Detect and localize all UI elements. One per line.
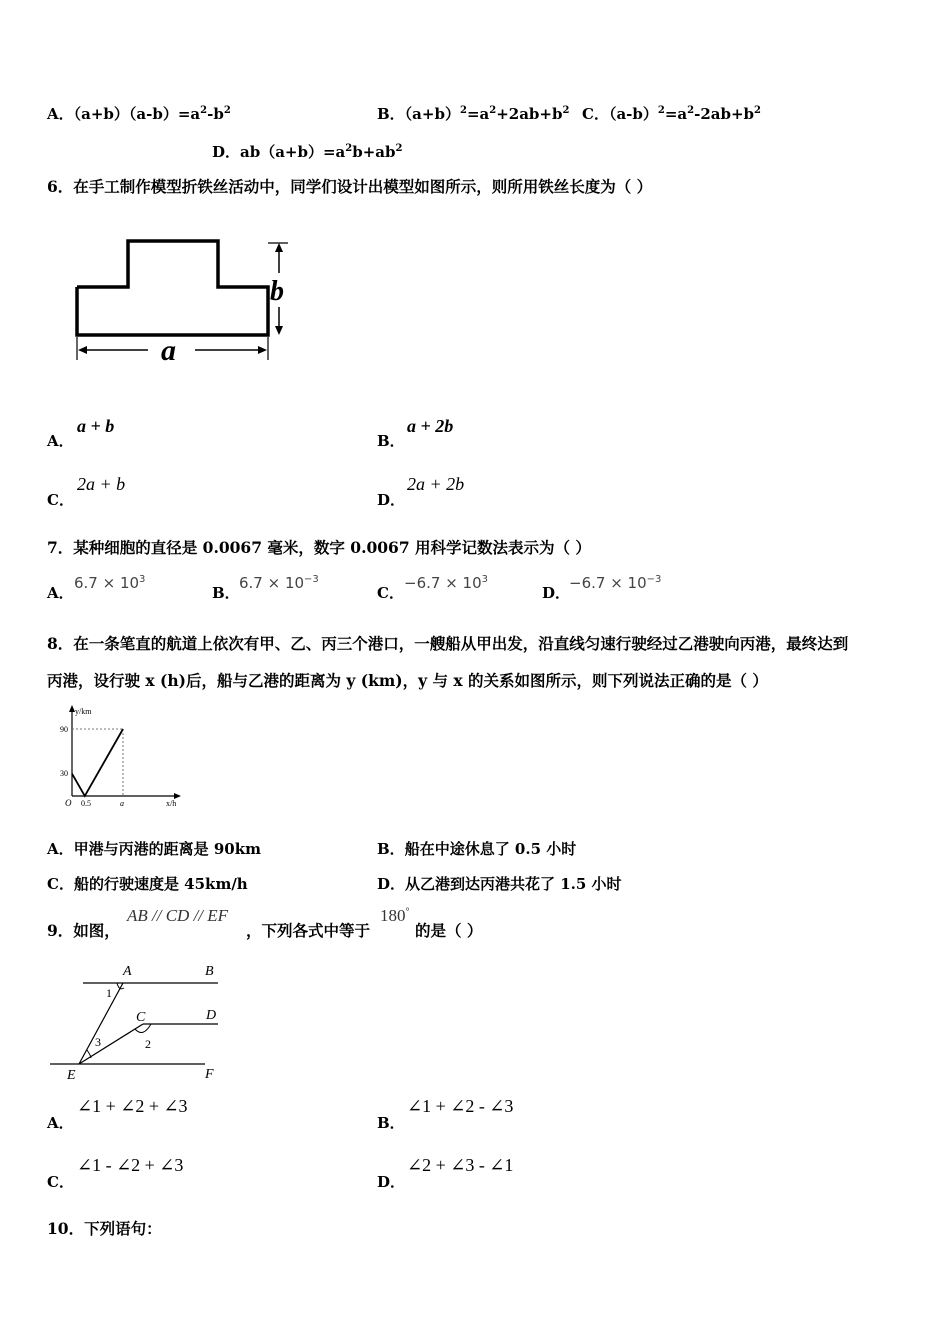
q9-option-d: ∠2 + ∠3 - ∠1 [407, 1155, 514, 1175]
q6-option-b: a + 2b [407, 416, 454, 436]
q8-option-c: C．船的行驶速度是 45km/h [47, 875, 248, 893]
q9-parallel-lines-figure [45, 960, 225, 1085]
q10-stem: 10．下列语句： [47, 1219, 162, 1238]
q5-option-c: C．$(a-b)^2=a^2-2ab+b^2$ [582, 105, 762, 123]
q5-option-d: D．$ab(a+b)=a^2b+ab^2$ [212, 143, 403, 161]
label-D: D [206, 1008, 217, 1023]
q9-option-a: ∠1 + ∠2 + ∠3 [77, 1096, 188, 1116]
q8-stem-line1: 8．在一条笔直的航道上依次有甲、乙、丙三个港口，一艘船从甲出发，沿直线匀速行驶经过乙港驶向丙港，最终达到 [47, 634, 849, 653]
q7-stem: 7．某种细胞的直径是 0.0067 毫米，数字 0.0067 用科学记数法表示为（ ） [47, 538, 591, 557]
label-F: F [205, 1067, 214, 1082]
segment-ce [79, 1024, 143, 1064]
q7-option-b-letter: B． [212, 584, 240, 602]
label-b: b [270, 276, 284, 307]
q6-wire-model-figure [60, 225, 300, 370]
wire-shape [77, 241, 268, 335]
q6-option-b-letter: B． [377, 432, 405, 450]
q5-option-a: A．$(a+b)(a-b)=a^2-b^2$ [47, 105, 231, 123]
q9-stem-180: 180° [380, 906, 410, 925]
q8-distance-time-graph [55, 702, 185, 810]
distance-series-line [72, 729, 123, 796]
q6-option-a: a + b [77, 416, 115, 436]
x-tick-0-5: 0.5 [81, 799, 91, 808]
label-A: A [123, 964, 132, 979]
x-tick-a: a [120, 799, 124, 808]
y-tick-90: 90 [60, 725, 68, 734]
segment-ae [79, 983, 123, 1064]
q9-stem-parallel: AB // CD // EF [127, 906, 229, 925]
q6-option-a-letter: A． [47, 432, 74, 450]
q8-stem-line2: 丙港，设行驶 x (h)后，船与乙港的距离为 y (km)，y 与 x 的关系如图所示，则下列说法正确的是（ ） [47, 671, 768, 690]
angle-1-label: 1 [106, 986, 112, 1000]
q7-option-c-letter: C． [377, 584, 404, 602]
q6-option-d: 2a + 2b [407, 474, 465, 494]
q8-option-d: D．从乙港到达丙港共花了 1.5 小时 [377, 875, 622, 893]
q9-option-c: ∠1 - ∠2 + ∠3 [77, 1155, 184, 1175]
q9-stem-middle: ，下列各式中等于 [246, 921, 371, 940]
q6-stem: 6．在手工制作模型折铁丝活动中，同学们设计出模型如图所示，则所用铁丝长度为（ ） [47, 177, 653, 196]
q7-option-b: $6.7 \times 10^{-3}$ [239, 574, 319, 592]
q7-option-a-letter: A． [47, 584, 74, 602]
q7-option-d: $-6.7 \times 10^{-3}$ [569, 574, 662, 592]
q9-option-a-letter: A． [47, 1114, 74, 1132]
angle-3-label: 3 [95, 1035, 101, 1049]
q9-option-b: ∠1 + ∠2 - ∠3 [407, 1096, 514, 1116]
q7-option-c: $-6.7 \times 10^3$ [404, 574, 488, 592]
label-C: C [136, 1010, 146, 1025]
q6-option-c-letter: C． [47, 491, 74, 509]
q6-option-d-letter: D． [377, 491, 406, 509]
q9-option-d-letter: D． [377, 1173, 406, 1191]
q9-stem-prefix: 9．如图， [47, 921, 120, 940]
label-B: B [205, 964, 214, 979]
q5-option-b: B．$(a+b)^2=a^2+2ab+b^2$ [377, 105, 570, 123]
q9-stem-suffix: 的是（ ） [415, 921, 483, 940]
origin-label: O [65, 798, 72, 808]
q9-option-b-letter: B． [377, 1114, 405, 1132]
q7-option-a: $6.7 \times 10^3$ [74, 574, 146, 592]
q8-option-a: A．甲港与丙港的距离是 90km [47, 840, 262, 858]
q8-option-b: B．船在中途休息了 0.5 小时 [377, 840, 577, 858]
angle-2-label: 2 [145, 1037, 151, 1051]
q9-option-c-letter: C． [47, 1173, 74, 1191]
label-a: a [161, 334, 176, 367]
q7-option-d-letter: D． [542, 584, 571, 602]
x-axis-label: x/h [166, 799, 177, 808]
q6-option-c: 2a + b [77, 474, 126, 494]
label-E: E [67, 1068, 76, 1083]
y-axis-label: y/km [75, 707, 92, 716]
y-tick-30: 30 [60, 769, 68, 778]
